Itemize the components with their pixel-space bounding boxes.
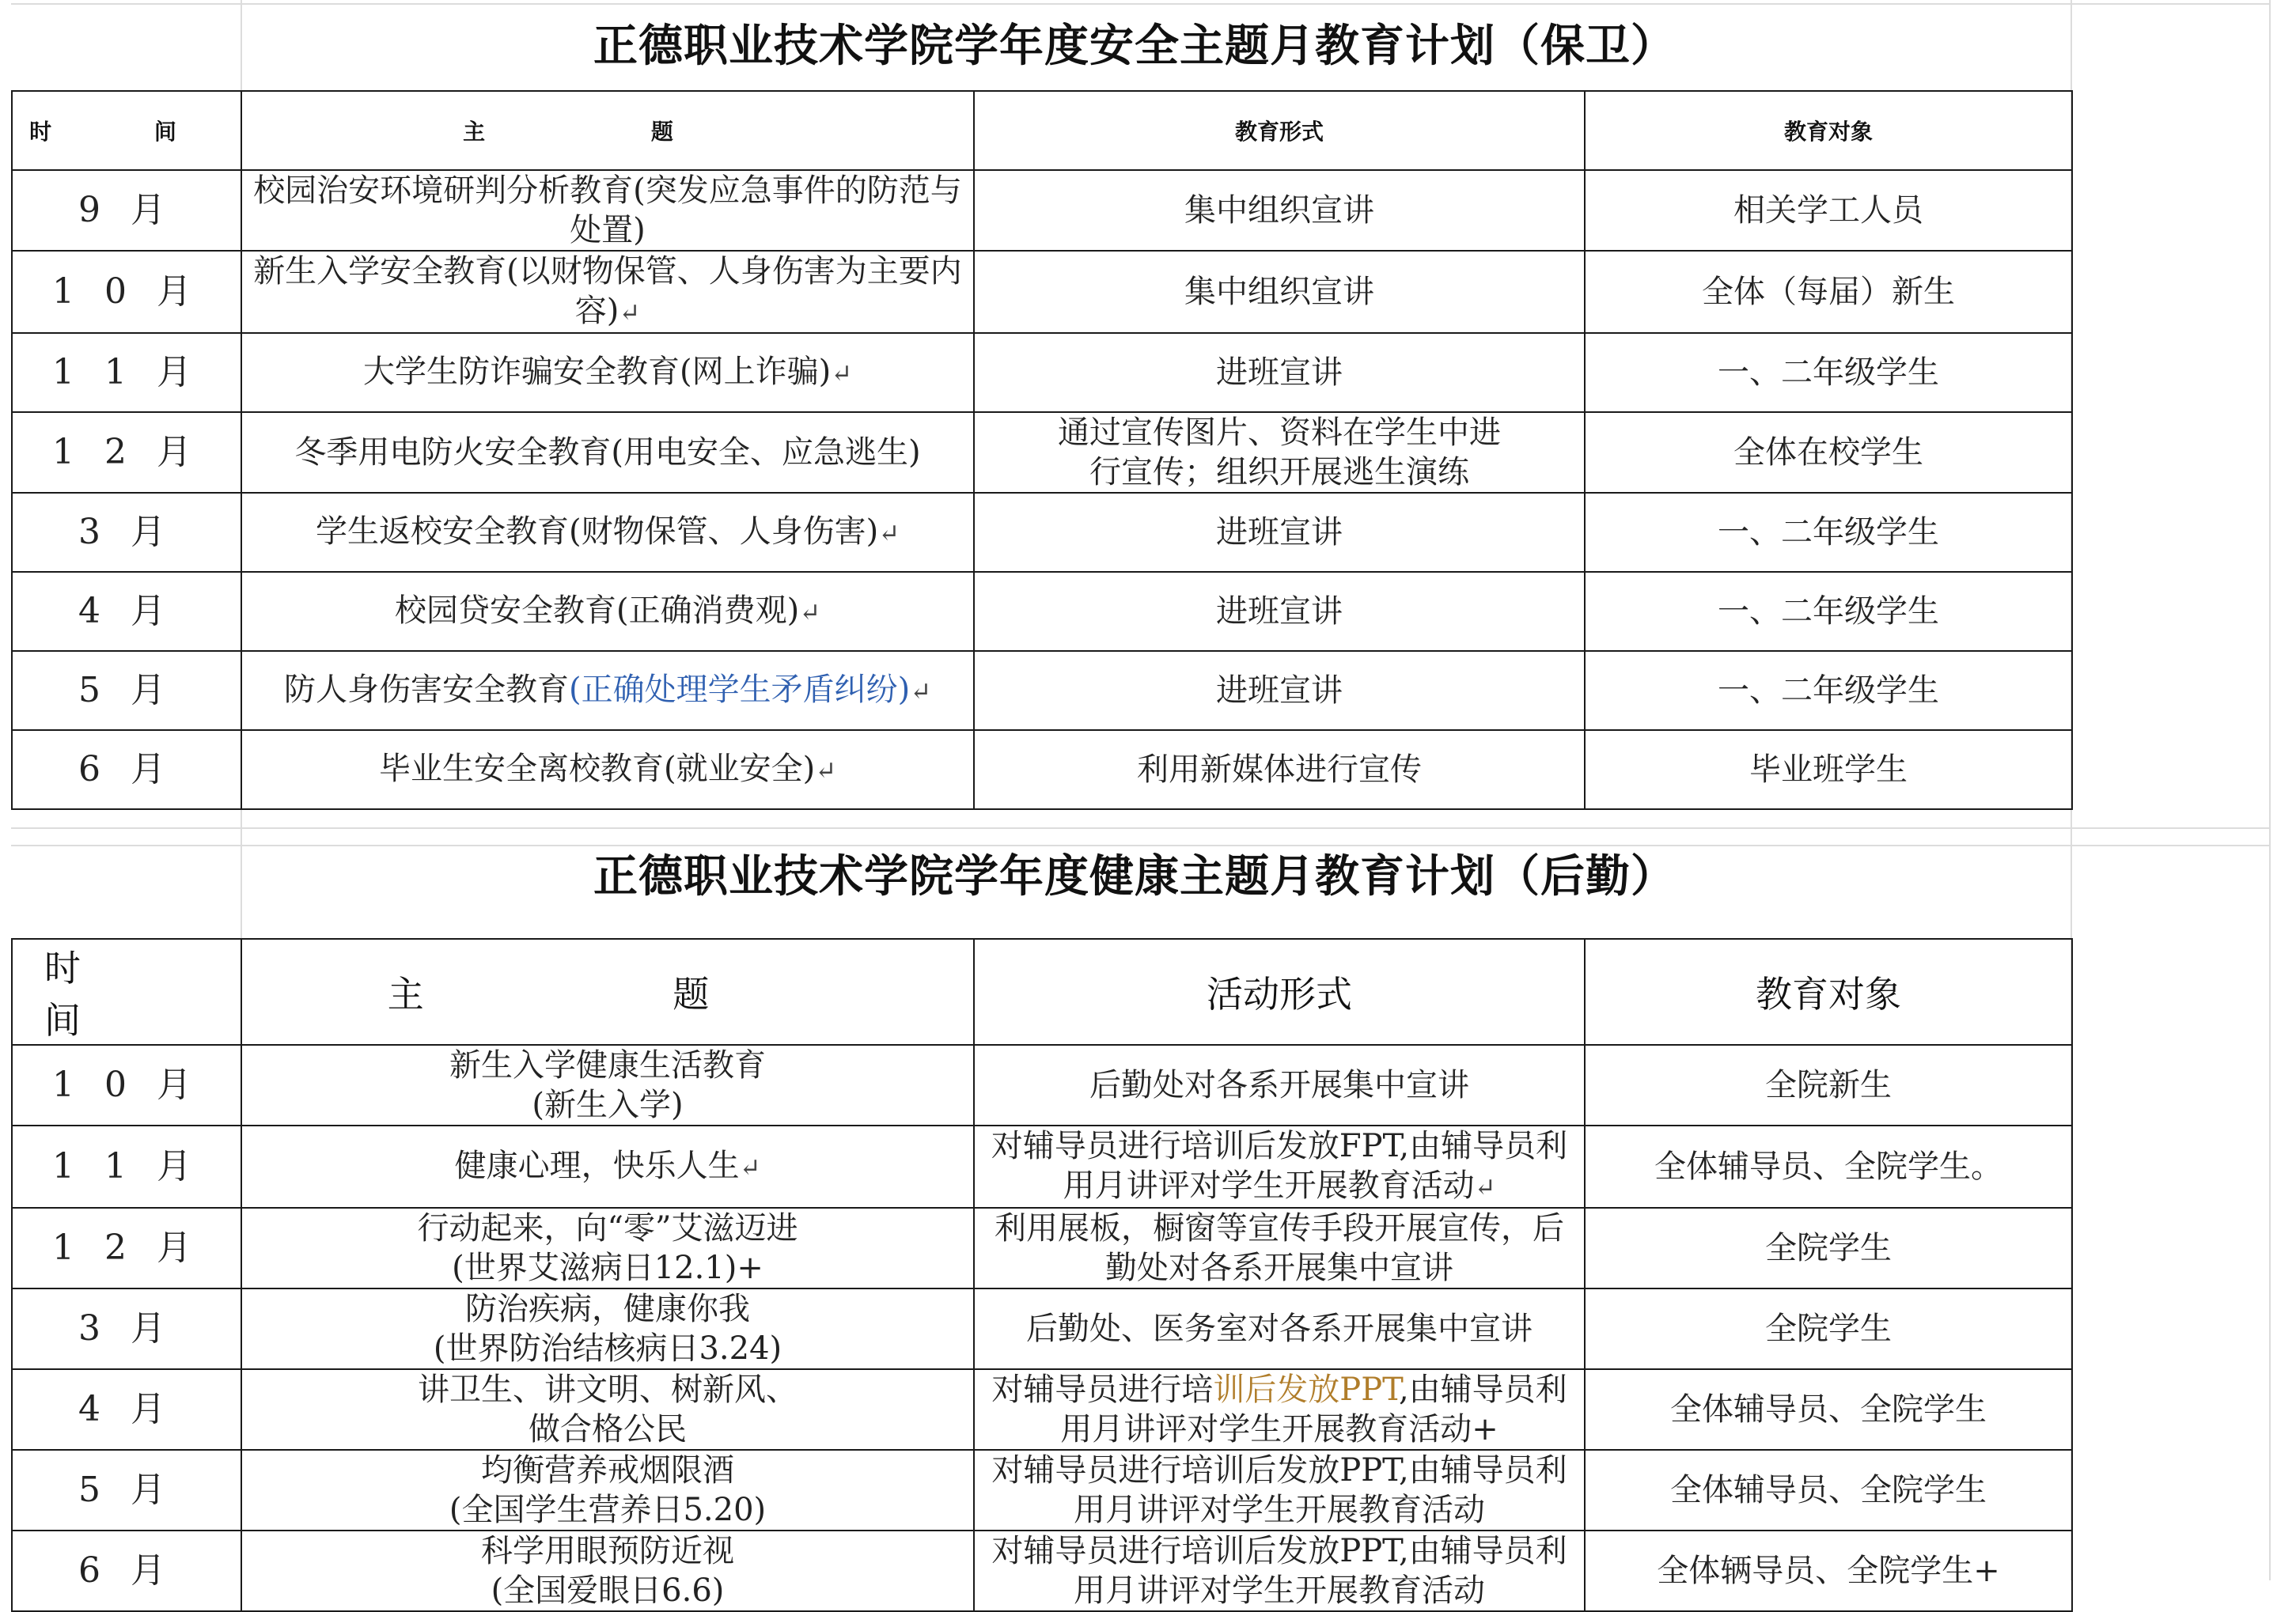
cell-month[interactable]: 4 月 bbox=[12, 572, 241, 651]
topic-line-2: (全国爱眼日6.6) bbox=[491, 1572, 725, 1609]
form-text: 对辅导员进行培 bbox=[991, 1372, 1214, 1408]
cell-month[interactable]: 5 月 bbox=[12, 1450, 241, 1531]
cell-month[interactable]: 1 1 月 bbox=[12, 333, 241, 412]
cell-topic[interactable]: 校园治安环境研判分析教育(突发应急事件的防范与处置) bbox=[241, 170, 974, 251]
cell-month[interactable]: 4 月 bbox=[12, 1369, 241, 1450]
cell-month[interactable]: 3 月 bbox=[12, 493, 241, 572]
cell-form[interactable]: 后勤处对各系开展集中宣讲 bbox=[974, 1045, 1585, 1126]
health-plan-title: 正德职业技术学院学年度健康主题月教育计划（后勤） bbox=[593, 850, 1676, 902]
grid-line bbox=[11, 845, 2269, 846]
table-row bbox=[12, 730, 2072, 809]
cell-target[interactable]: 全体在校学生 bbox=[1585, 412, 2072, 493]
security-plan-table bbox=[11, 90, 2073, 810]
header-time: 时 间 bbox=[12, 939, 241, 1045]
cell-month[interactable]: 1 2 月 bbox=[12, 412, 241, 493]
table-row bbox=[12, 412, 2072, 493]
cell-target[interactable]: 毕业班学生 bbox=[1585, 730, 2072, 809]
health-plan-table bbox=[11, 938, 2073, 1612]
cell-target[interactable]: 全体辅导员、全院学生 bbox=[1585, 1369, 2072, 1450]
cell-form[interactable]: 进班宣讲 bbox=[974, 333, 1585, 412]
topic-line-1: 防治疾病，健康你我 bbox=[465, 1291, 750, 1327]
cell-form[interactable]: 集中组织宣讲 bbox=[974, 251, 1585, 333]
cell-form[interactable]: 后勤处、医务室对各系开展集中宣讲 bbox=[974, 1288, 1585, 1369]
cell-form[interactable]: 利用展板，橱窗等宣传手段开展宣传，后勤处对各系开展集中宣讲 bbox=[974, 1208, 1585, 1288]
table-row bbox=[12, 170, 2072, 251]
cell-month[interactable]: 5 月 bbox=[12, 651, 241, 730]
topic-text: 学生返校安全教育(财物保管、人身伤害) bbox=[315, 513, 879, 550]
cell-form[interactable]: 对辅导员进行培训后发放PPT,由辅导员利用月讲评对学生开展教育活动 bbox=[974, 1450, 1585, 1531]
cell-month[interactable]: 1 0 月 bbox=[12, 251, 241, 333]
topic-line-2: 做合格公民 bbox=[529, 1411, 687, 1447]
cell-form[interactable]: 进班宣讲 bbox=[974, 572, 1585, 651]
cell-topic[interactable] bbox=[241, 730, 974, 809]
topic-line-2: (世界艾滋病日12.1)+ bbox=[452, 1250, 763, 1286]
table-row bbox=[12, 1450, 2072, 1531]
table-row bbox=[12, 1045, 2072, 1126]
cell-target[interactable]: 全院学生 bbox=[1585, 1208, 2072, 1288]
cell-month[interactable]: 6 月 bbox=[12, 1531, 241, 1611]
cell-form[interactable]: 通过宣传图片、资料在学生中进行宣传；组织开展逃生演练 bbox=[974, 412, 1585, 493]
cell-topic[interactable] bbox=[241, 1126, 974, 1208]
topic-text: 校园贷安全教育(正确消费观) bbox=[394, 592, 800, 629]
topic-line-1: 讲卫生、讲文明、树新风、 bbox=[418, 1372, 798, 1408]
table-header-row bbox=[12, 939, 2072, 1045]
return-mark: ↵ bbox=[739, 1152, 761, 1183]
cell-target[interactable]: 一、二年级学生 bbox=[1585, 651, 2072, 730]
table-row bbox=[12, 1126, 2072, 1208]
table-row bbox=[12, 251, 2072, 333]
cell-form[interactable] bbox=[974, 1126, 1585, 1208]
cell-form[interactable] bbox=[974, 1369, 1585, 1450]
cell-target[interactable]: 全体（每届）新生 bbox=[1585, 251, 2072, 333]
grid-line bbox=[11, 3, 2269, 5]
topic-text: 毕业生安全离校教育(就业安全) bbox=[378, 751, 816, 787]
cell-target[interactable]: 一、二年级学生 bbox=[1585, 572, 2072, 651]
cell-topic[interactable] bbox=[241, 493, 974, 572]
topic-line-2: (新生入学) bbox=[532, 1087, 684, 1123]
cell-target[interactable]: 全体辅导员、全院学生 bbox=[1585, 1450, 2072, 1531]
grid-line bbox=[11, 827, 2269, 829]
topic-line-1: 新生入学健康生活教育 bbox=[449, 1047, 766, 1084]
cell-topic[interactable] bbox=[241, 251, 974, 333]
table-row bbox=[12, 1369, 2072, 1450]
table-row bbox=[12, 493, 2072, 572]
topic-line-2: (全国学生营养日5.20) bbox=[449, 1492, 767, 1528]
header-target: 教育对象 bbox=[1585, 91, 2072, 170]
topic-line-1: 科学用眼预防近视 bbox=[481, 1533, 734, 1569]
topic-highlight-text: (正确处理学生矛盾纠纷) bbox=[568, 672, 911, 708]
header-form: 教育形式 bbox=[974, 91, 1585, 170]
topic-line-1: 行动起来，向“零”艾滋迈进 bbox=[417, 1210, 798, 1247]
cell-target[interactable]: 全院学生 bbox=[1585, 1288, 2072, 1369]
cell-month[interactable]: 1 0 月 bbox=[12, 1045, 241, 1126]
topic-text: 防人身伤害安全教育 bbox=[283, 672, 569, 708]
cell-topic[interactable] bbox=[241, 1450, 974, 1531]
table-row bbox=[12, 1531, 2072, 1611]
cell-topic[interactable] bbox=[241, 1288, 974, 1369]
cell-topic[interactable] bbox=[241, 1369, 974, 1450]
form-highlight-text: 训后发放PPT bbox=[1213, 1372, 1399, 1408]
cell-month[interactable]: 1 1 月 bbox=[12, 1126, 241, 1208]
cell-month[interactable]: 9 月 bbox=[12, 170, 241, 251]
cell-target[interactable]: 全院新生 bbox=[1585, 1045, 2072, 1126]
return-mark: ↵ bbox=[1474, 1172, 1496, 1202]
cell-topic[interactable] bbox=[241, 572, 974, 651]
form-text: 对辅导员进行培训后发放FPT,由辅导员利用月讲评对学生开展教育活动 bbox=[991, 1128, 1568, 1204]
cell-form[interactable]: 对辅导员进行培训后发放PPT,由辅导员利用月讲评对学生开展教育活动 bbox=[974, 1531, 1585, 1611]
topic-line-2: (世界防治结核病日3.24) bbox=[433, 1330, 782, 1367]
return-mark: ↵ bbox=[878, 518, 900, 548]
form-text: ,由辅导员利用月讲评对学生开展教育活动+ bbox=[1060, 1372, 1567, 1447]
table-row bbox=[12, 572, 2072, 651]
header-target: 教育对象 bbox=[1585, 939, 2072, 1045]
topic-text: 大学生防诈骗安全教育(网上诈骗) bbox=[362, 354, 832, 390]
cell-form[interactable]: 进班宣讲 bbox=[974, 651, 1585, 730]
return-mark: ↵ bbox=[831, 358, 853, 388]
cell-topic[interactable] bbox=[241, 1531, 974, 1611]
cell-target[interactable]: 一、二年级学生 bbox=[1585, 493, 2072, 572]
header-form: 活动形式 bbox=[974, 939, 1585, 1045]
table-row bbox=[12, 651, 2072, 730]
cell-topic[interactable]: 冬季用电防火安全教育(用电安全、应急逃生) bbox=[241, 412, 974, 493]
cell-month[interactable]: 1 2 月 bbox=[12, 1208, 241, 1288]
cell-month[interactable]: 3 月 bbox=[12, 1288, 241, 1369]
cell-form[interactable]: 利用新媒体进行宣传 bbox=[974, 730, 1585, 809]
header-topic: 主 题 bbox=[241, 939, 974, 1045]
cell-target[interactable]: 全体辆导员、全院学生+ bbox=[1585, 1531, 2072, 1611]
table-row bbox=[12, 333, 2072, 412]
topic-text: 新生入学安全教育(以财物保管、人身伤害为主要内容) bbox=[253, 253, 962, 329]
table-row bbox=[12, 1208, 2072, 1288]
cell-month[interactable]: 6 月 bbox=[12, 730, 241, 809]
table-header-row bbox=[12, 91, 2072, 170]
return-mark: ↵ bbox=[815, 755, 837, 785]
header-topic: 主 题 bbox=[241, 91, 974, 170]
header-time: 时 间 bbox=[12, 91, 241, 170]
topic-text: 健康心理，快乐人生 bbox=[454, 1148, 740, 1184]
cell-topic[interactable] bbox=[241, 333, 974, 412]
return-mark: ↵ bbox=[799, 597, 821, 627]
cell-form[interactable]: 集中组织宣讲 bbox=[974, 170, 1585, 251]
return-mark: ↵ bbox=[619, 297, 641, 327]
cell-target[interactable]: 一、二年级学生 bbox=[1585, 333, 2072, 412]
security-plan-title: 正德职业技术学院学年度安全主题月教育计划（保卫） bbox=[593, 20, 1676, 72]
cell-target[interactable]: 相关学工人员 bbox=[1585, 170, 2072, 251]
cell-form[interactable]: 进班宣讲 bbox=[974, 493, 1585, 572]
cell-topic[interactable] bbox=[241, 1045, 974, 1126]
topic-line-1: 均衡营养戒烟限酒 bbox=[481, 1452, 734, 1489]
cell-target[interactable]: 全体辅导员、全院学生。 bbox=[1585, 1126, 2072, 1208]
cell-topic[interactable] bbox=[241, 651, 974, 730]
cell-topic[interactable] bbox=[241, 1208, 974, 1288]
return-mark: ↵ bbox=[910, 676, 932, 706]
table-row bbox=[12, 1288, 2072, 1369]
